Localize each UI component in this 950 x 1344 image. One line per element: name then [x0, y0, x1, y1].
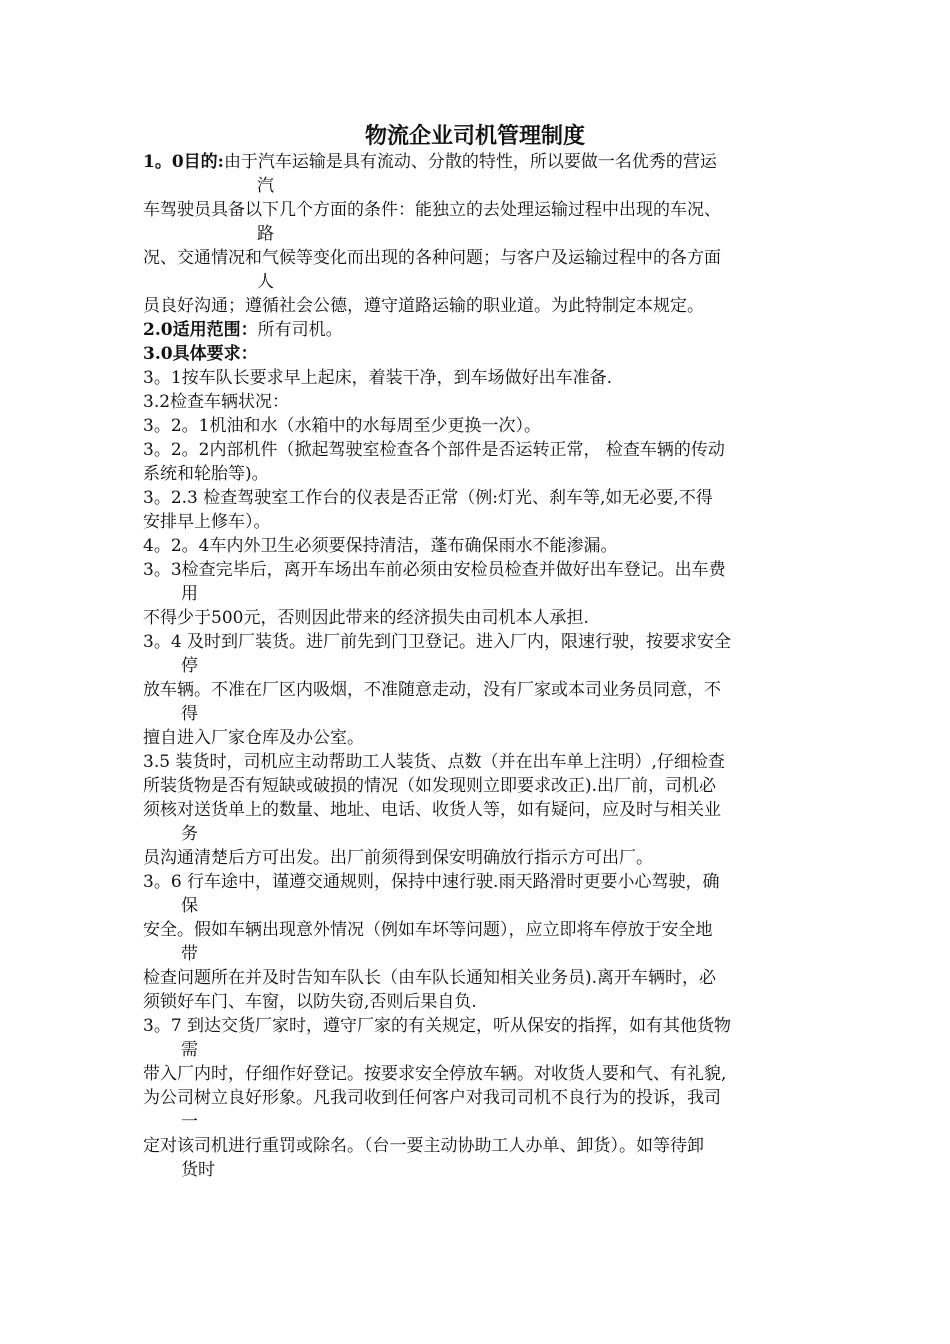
- body-text: 3。6 行车途中，谨遵交通规则，保持中速行驶.雨天路滑时更要小心驾驶，确: [143, 872, 720, 892]
- text-line: [143, 918, 813, 942]
- text-line: [143, 318, 813, 342]
- wrapped-text: 停: [181, 656, 198, 676]
- text-line: [143, 630, 813, 654]
- body-text: 况、交通情况和气候等变化而出现的各种问题；与客户及运输过程中的各方面: [143, 248, 721, 268]
- wrapped-text: 保: [181, 896, 198, 916]
- body-text: 定对该司机进行重罚或除名。（台一要主动协助工人办单、卸货）。如等待卸: [143, 1136, 704, 1156]
- body-text: 擅自进入厂家仓库及办公室。: [143, 728, 364, 748]
- text-line: [143, 414, 813, 438]
- text-line: [143, 750, 813, 774]
- text-line: [143, 966, 813, 990]
- text-line: [143, 534, 813, 558]
- text-line: [143, 870, 813, 894]
- body-text: 3。2。1机油和水（水箱中的水每周至少更换一次）。: [143, 416, 541, 436]
- text-line: [257, 174, 813, 198]
- text-line: [143, 558, 813, 582]
- text-line: [181, 894, 813, 918]
- body-text: 安全。假如车辆出现意外情况（例如车坏等问题），应立即将车停放于安全地: [143, 920, 713, 940]
- body-text: 所装货物是否有短缺或破损的情况（如发现则立即要求改正).出厂前，司机必: [143, 776, 717, 796]
- text-line: [143, 390, 813, 414]
- wrapped-text: 一: [181, 1112, 198, 1132]
- text-line: [143, 366, 813, 390]
- wrapped-text: 带: [181, 944, 198, 964]
- wrapped-text: 需: [181, 1040, 198, 1060]
- section-label: 3.0具体要求：: [143, 344, 258, 364]
- wrapped-text: 路: [257, 224, 274, 244]
- section-label: 2.0适用范围：: [143, 320, 258, 340]
- text-line: [143, 1014, 813, 1038]
- body-text: 须核对送货单上的数量、地址、电话、收货人等，如有疑问，应及时与相关业: [143, 800, 721, 820]
- text-line: [143, 726, 813, 750]
- wrapped-text: 用: [181, 584, 198, 604]
- text-line: [143, 798, 813, 822]
- text-line: [181, 654, 813, 678]
- text-line: [143, 774, 813, 798]
- body-text: 3。1按车队长要求早上起床，着装干净，到车场做好出车准备.: [143, 368, 613, 388]
- body-text: 3。2.3 检查驾驶室工作台的仪表是否正常（例:灯光、刹车等,如无必要,不得: [143, 488, 713, 508]
- wrapped-text: 货时: [181, 1160, 215, 1180]
- text-line: [143, 462, 813, 486]
- text-line: [143, 1062, 813, 1086]
- wrapped-text: 汽: [257, 176, 274, 196]
- body-text: 带入厂内时，仔细作好登记。按要求安全停放车辆。对收货人要和气、有礼貌,: [143, 1064, 727, 1084]
- text-line: [143, 486, 813, 510]
- text-line: [181, 822, 813, 846]
- text-line: [143, 1086, 813, 1110]
- text-line: [143, 510, 813, 534]
- body-text: 3。2。2内部机件（掀起驾驶室检查各个部件是否运转正常， 检查车辆的传动: [143, 440, 725, 460]
- body-text: 员沟通清楚后方可出发。出厂前须得到保安明确放行指示方可出厂。: [143, 848, 653, 868]
- wrapped-text: 得: [181, 704, 198, 724]
- body-text: 3。7 到达交货厂家时，遵守厂家的有关规定，听从保安的指挥，如有其他货物: [143, 1016, 732, 1036]
- body-text: 安排早上修车）。: [143, 512, 271, 532]
- body-text: 4。2。4车内外卫生必须要保持清洁，蓬布确保雨水不能渗漏。: [143, 536, 618, 556]
- body-text: 3.2检查车辆状况：: [143, 392, 290, 412]
- body-text: 不得少于500元，否则因此带来的经济损失由司机本人承担.: [143, 608, 589, 628]
- body-text: 为公司树立良好形象。凡我司收到任何客户对我司司机不良行为的投诉，我司: [143, 1088, 721, 1108]
- text-line: [181, 582, 813, 606]
- body-text: 检查问题所在并及时告知车队长（由车队长通知相关业务员).离开车辆时，必: [143, 968, 717, 988]
- text-line: [143, 150, 813, 174]
- text-line: [181, 942, 813, 966]
- text-line: [257, 222, 813, 246]
- text-line: [143, 1134, 813, 1158]
- text-line: [181, 1038, 813, 1062]
- text-line: [143, 198, 813, 222]
- body-text: 员良好沟通；遵循社会公德，遵守道路运输的职业道。为此特制定本规定。: [143, 296, 704, 316]
- body-text: 车驾驶员具备以下几个方面的条件：能独立的去处理运输过程中出现的车况、: [143, 200, 721, 220]
- body-text: 所有司机。: [257, 320, 343, 340]
- text-line: [257, 270, 813, 294]
- text-line: [143, 342, 813, 366]
- text-line: [143, 990, 813, 1014]
- text-line: [143, 246, 813, 270]
- body-text: 3.5 装货时，司机应主动帮助工人装货、点数（并在出车单上注明）,仔细检查: [143, 752, 725, 772]
- text-line: [143, 678, 813, 702]
- text-line: [181, 1158, 813, 1182]
- body-text: 系统和轮胎等)。: [143, 464, 269, 484]
- body-text: 3。3检查完毕后，离开车场出车前必须由安检员检查并做好出车登记。出车费: [143, 560, 726, 580]
- body-text: 3。4 及时到厂装货。进厂前先到门卫登记。进入厂内，限速行驶，按要求安全: [143, 632, 732, 652]
- text-line: [143, 606, 813, 630]
- wrapped-text: 务: [181, 824, 198, 844]
- document-body: [143, 150, 813, 1182]
- section-label: 1。0目的:: [143, 152, 224, 172]
- wrapped-text: 人: [257, 272, 274, 292]
- document-title: 物流企业司机管理制度: [364, 123, 585, 149]
- body-text: 须锁好车门、车窗，以防失窃,否则后果自负.: [143, 992, 477, 1012]
- text-line: [181, 1110, 813, 1134]
- body-text: 由于汽车运输是具有流动、分散的特性，所以要做一名优秀的营运: [223, 152, 717, 172]
- text-line: [181, 702, 813, 726]
- body-text: 放车辆。不准在厂区内吸烟，不准随意走动，没有厂家或本司业务员同意，不: [143, 680, 721, 700]
- text-line: [143, 438, 813, 462]
- text-line: [143, 294, 813, 318]
- text-line: [143, 846, 813, 870]
